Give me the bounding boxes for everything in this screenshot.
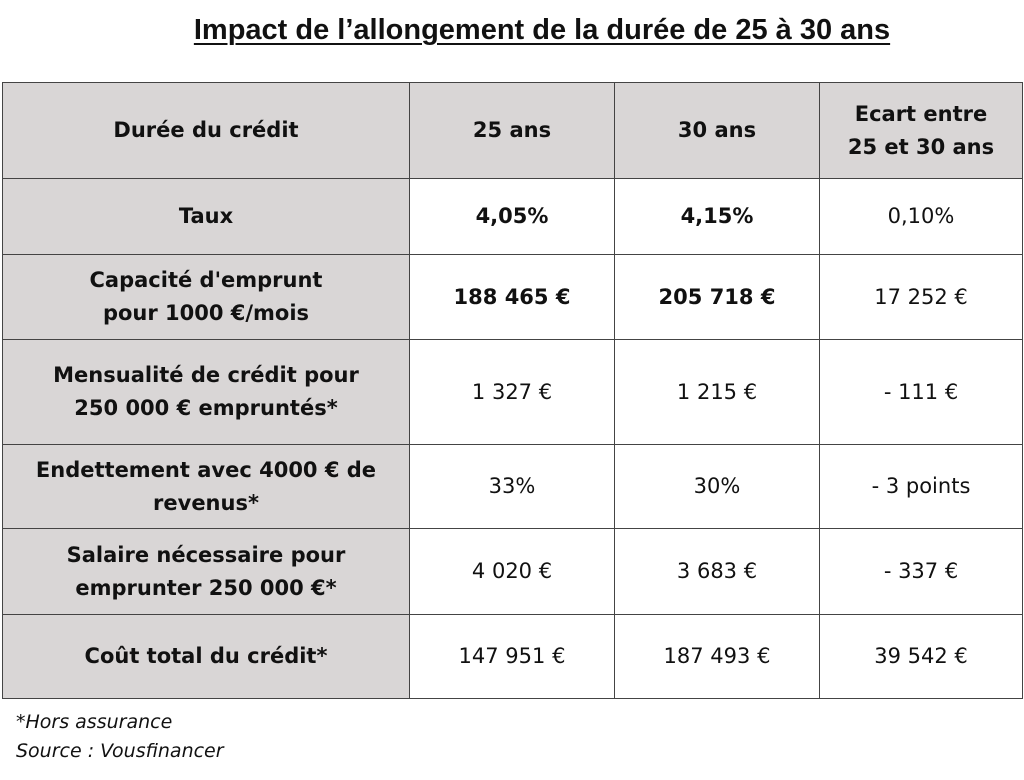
cell-salaire-ecart: - 337 €	[820, 529, 1023, 615]
header-cell-ecart-line-1: Ecart entre	[854, 101, 988, 126]
header-cell-25-ans	[410, 83, 615, 179]
table-row-mensualite	[3, 340, 1023, 445]
cell-endettement-30: 30%	[615, 445, 820, 529]
row-label-line: revenus*	[153, 490, 259, 515]
header-cell-30-ans-line: 30 ans	[677, 118, 757, 142]
header-cell-duree-line: Durée du crédit	[113, 118, 299, 142]
footnotes	[16, 708, 224, 766]
row-label-line: Taux	[178, 204, 234, 228]
row-label-line: Mensualité de crédit pour	[53, 363, 359, 387]
header-cell-30-ans	[615, 83, 820, 179]
row-label-line: 250 000 € empruntés*	[74, 396, 338, 420]
row-label-line: Salaire nécessaire pour	[66, 542, 346, 567]
cell-taux-ecart: 0,10%	[820, 179, 1023, 255]
cell-mensualite-30: 1 215 €	[615, 340, 820, 445]
cell-capacite-ecart: 17 252 €	[820, 255, 1023, 340]
cell-mensualite-25: 1 327 €	[410, 340, 615, 445]
row-label-cout	[3, 615, 410, 699]
comparison-table	[2, 82, 1023, 699]
header-cell-duree	[3, 83, 410, 179]
cell-endettement-ecart: - 3 points	[820, 445, 1023, 529]
cell-cout-ecart: 39 542 €	[820, 615, 1023, 699]
row-label-taux	[3, 179, 410, 255]
cell-capacite-30: 205 718 €	[615, 255, 820, 340]
cell-cout-30: 187 493 €	[615, 615, 820, 699]
table-row-cout	[3, 615, 1023, 699]
footnote-hors-assurance: *Hors assurance	[16, 711, 173, 733]
table-row-capacite	[3, 255, 1023, 340]
header-cell-25-ans-line: 25 ans	[472, 118, 552, 142]
table-row-salaire	[3, 529, 1023, 615]
cell-capacite-25: 188 465 €	[410, 255, 615, 340]
row-label-salaire	[3, 529, 410, 615]
cell-endettement-25: 33%	[410, 445, 615, 529]
cell-taux-25: 4,05%	[410, 179, 615, 255]
table-header-row	[3, 83, 1023, 179]
header-cell-ecart-line-2: 25 et 30 ans	[847, 134, 995, 159]
table-row-endettement	[3, 445, 1023, 529]
page-title	[0, 10, 1024, 50]
row-label-mensualite	[3, 340, 410, 445]
row-label-line: Endettement avec 4000 € de	[35, 457, 377, 482]
row-label-line: Capacité d'emprunt	[89, 268, 323, 292]
cell-salaire-25: 4 020 €	[410, 529, 615, 615]
table-row-taux	[3, 179, 1023, 255]
row-label-line: pour 1000 €/mois	[102, 301, 310, 325]
row-label-endettement	[3, 445, 410, 529]
cell-cout-25: 147 951 €	[410, 615, 615, 699]
cell-salaire-30: 3 683 €	[615, 529, 820, 615]
cell-taux-30: 4,15%	[615, 179, 820, 255]
row-label-line: emprunter 250 000 €*	[75, 575, 337, 600]
row-label-line: Coût total du crédit*	[84, 644, 328, 668]
page-title-text: Impact de l’allongement de la durée de 25 à 30 ans	[193, 14, 891, 46]
header-cell-ecart	[820, 83, 1023, 179]
cell-mensualite-ecart: - 111 €	[820, 340, 1023, 445]
footnote-source: Source : Vousfinancer	[16, 740, 224, 762]
row-label-capacite	[3, 255, 410, 340]
